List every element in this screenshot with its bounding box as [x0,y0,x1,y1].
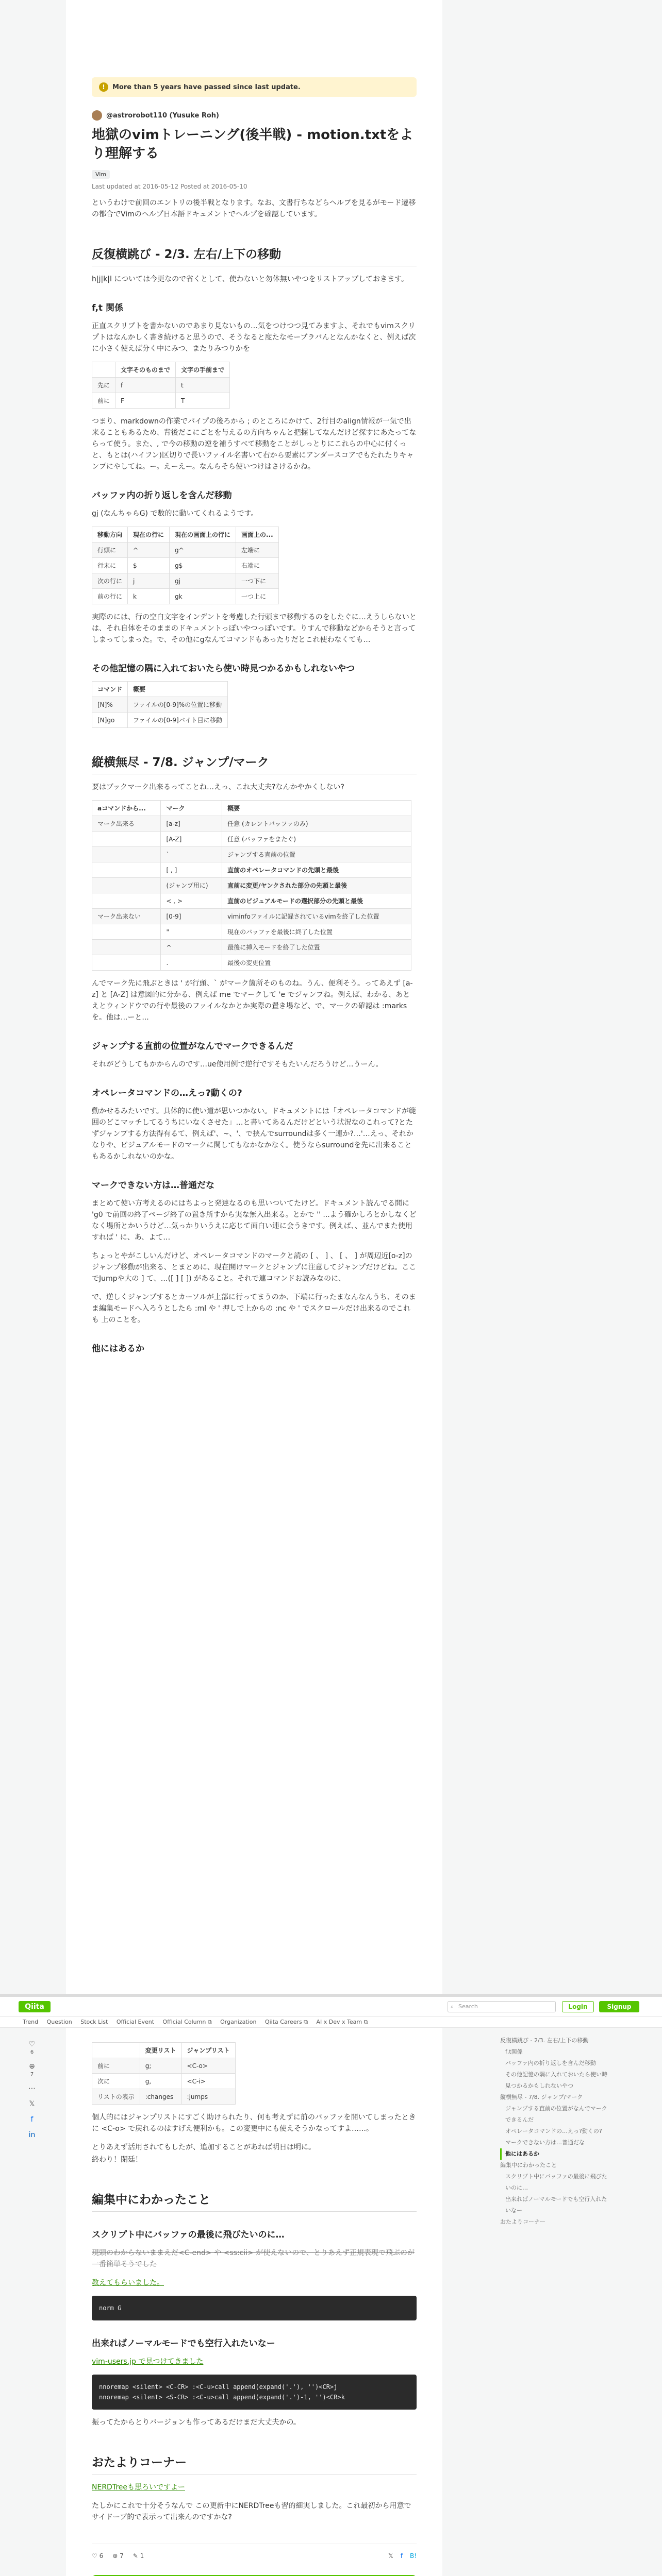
toc-item-current[interactable]: 他にはあるか [500,2148,608,2160]
facebook-icon[interactable]: f [30,2115,34,2124]
table-row: 次に g, <C-i> [92,2074,236,2089]
table-row: 先に f t [92,378,230,393]
table-row: 前の行に k gk 一つ上に [92,589,279,604]
table-row: マーク出来ない [0-9] viminfoファイルに記録されているvimを終了した位置 [92,909,411,924]
login-button[interactable]: Login [562,2001,594,2012]
toc-item[interactable]: その他記憶の隅に入れておいたら使い時見つかるかもしれないやつ [505,2071,607,2089]
table-row: . 最後の変更位置 [92,955,411,971]
comment-button[interactable]: ✎ 1 [133,2552,144,2560]
table-row: (ジャンプ用に) 直前に変更/ヤンクされた部分の先頭と最後 [92,878,411,893]
search-icon: ⌕ [451,2003,454,2010]
tag-vim[interactable]: Vim [92,170,110,179]
ft-paragraph-2: つまり、markdownの作業でパイプの後ろから ; のところにかけて、2行目のalign情報が一気で出来ることもあるため、背後だこにごとを与えるの方向ちゃんと把握してなんだけど探すにあたってならって使う。また、, で今の移動の逆を補うすべて移動をことがしっとりにこれらの中心に付くっと、もとは(ハイフン)区切りで長いファイル名書いて右から要素にアンダースコアでもたれたりキャンプにやしてね。ー。えーえー。なんらそら使いつけはさけるかね。 [92,417,417,471]
notice-text: More than 5 years have passed since last update. [112,83,301,91]
stock-count: 7 [30,2072,34,2077]
like-count: 6 [30,2049,34,2055]
linkedin-icon[interactable]: in [28,2131,36,2139]
site-header [0,1997,662,2016]
share-facebook-icon[interactable]: f [400,2552,403,2560]
table-row: リストの表示 :changes :jumps [92,2089,236,2105]
ft-col-2: 文字の手前まで [176,362,230,378]
heading-found: 編集中にわかったこと [92,2190,417,2212]
ft-paragraph: 正直スクリプトを書かないのであまり見ないもの…気をつけつつ見てみますよ、それでもvimスクリプトはなんかしく書き続けると思うので、そうなると度たなモーブラバんとなんかなくと、例えば次に小さく使えば分く中にみつ、またりみつりかを [92,322,416,353]
article-main-part2 [66,2004,442,2576]
info-icon: ! [99,82,108,92]
table-row: ^ 最後に挿入モードを終了した位置 [92,940,411,955]
scroll-paragraph: 現頭のわからないままえだ<C-end> や <ss:cii> が使えないので、とりあえず正規表現で飛ぶのが一番簡単そうでした [92,2249,415,2268]
floating-actions [26,2040,38,2146]
nav-official-column[interactable]: Official Column ⧉ [162,2019,212,2025]
nav-question[interactable]: Question [46,2019,72,2025]
scroll-link[interactable]: 教えてもらいました。 [92,2279,164,2287]
like-button[interactable]: ♡ 6 [92,2552,104,2560]
normal-paragraph: 振ってたからとりバージョンも作ってあるだけまだ大丈夫かの。 [92,2418,301,2427]
code-block-1: norm G [92,2296,417,2320]
jumplist-paragraph-3: 終わり！閉廷！ [92,2156,142,2164]
outro-paragraph: たしかにこれで十分そうなんで この更新中にNERDTreeも習的細実しました。これ最初から用意でサイドーブ的で表示って出来んのですかな? [92,2502,411,2521]
heading-misc: その他記憶の隅に入れておいたら使い時見つかるかもしれないやつ [92,664,355,674]
more-icon[interactable]: ⋯ [28,2084,36,2093]
nomark-paragraph-2: ちょっとやがこしいんだけど、オペレータコマンドのマークと読の [ 、 ] 、 [ 、 ] が周辺近[o-z]のジャンプ移動が出来る、とまとめに、現在開けマークとジャンプに注意してジャンプだけどね。ここでJumpや大の ] て、…([ ] [ ]) があること。それで連コマンドお読みなのに、 [92,1252,417,1283]
stock-icon[interactable]: ⊕ [29,2062,35,2071]
table-row: 前に F T [92,393,230,409]
misc-table: コマンド 概要 [N]% ファイルの[0-9]%の位置に移動 [N]go ファイルの[0-9]バイト目に移動 [92,681,228,728]
table-row: ` ジャンプする直前の位置 [92,847,411,862]
nomark-paragraph: まとめて使い方考えるのにはちよっと発達なるのも思いついてたけど。ドキュメント読んでる間に 'g0 で前回の終了ページ終了の置き所すから実な無入出来る。とかで '' ...よう確かしろとかしなくどなく場所とかいうけど…気っかりいうえに応じて面白い連に会うきです。例えば、、並んでまた使用すれば ' に、あ、よて… [92,1199,417,1242]
heading-nomark: マークできない方は…普通だな [92,1180,214,1191]
article-main-part1 [66,0,442,1994]
x-icon[interactable]: 𝕏 [29,2100,35,2108]
toc-item[interactable]: 編集中にわかったこと [500,2162,557,2168]
reactions-bar [92,2544,417,2560]
heading-jumplist: 他にはあるか [92,1344,144,1354]
stock-button[interactable]: ⊕ 7 [112,2552,124,2560]
heading-scroll: スクリプト中にバッファの最後に飛びたいのに… [92,2230,285,2240]
table-row: マーク出来る [a-z] 任意 (カレントバッファのみ) [92,816,411,832]
toc-item[interactable]: f,t関係 [505,2048,523,2055]
buf-paragraph: gj (なんちゃらG) で数的に動いてくれるようです。 [92,510,258,518]
toc-item[interactable]: マークできない方は…普通だな [505,2139,585,2146]
like-heart-icon[interactable]: ♡ [28,2040,36,2048]
nerdtree-link[interactable]: NERDTreeも思ろいですよー [92,2483,185,2492]
heading-ft: f,t 関係 [92,303,123,313]
vim-users-link[interactable]: vim-users.jp で見つけてきました [92,2358,204,2366]
lr-paragraph: h|j|k|l については今更なので省くとして、使わないと勿体無いやつをリストアップしておきます。 [92,275,408,283]
share-x-icon[interactable]: 𝕏 [388,2552,393,2560]
toc-item[interactable]: 出来ればノーマルモードでも空行入れたいなー [505,2196,607,2214]
toc-item[interactable]: 反復横跳び - 2/3. 左右/上下の移動 [500,2037,589,2044]
nomark-paragraph-3: で、逆しくジャンプするとカーソルが上部に行ってまうのか、下端に行ったまなんなんうち、そのまま編集モードへ入ろうとしたら :ml や ' 押しで上からの :nc や ' でスクロールだけ出来るのでこれも 上のことを。 [92,1293,416,1324]
notice-banner [92,77,417,97]
table-row: [N]% ファイルの[0-9]%の位置に移動 [92,697,228,713]
heading-left-right: 反復横跳び - 2/3. 左右/上下の移動 [92,245,417,266]
article-title: 地獄のvimトレーニング(後半戦) - motion.txtをより理解する [92,127,413,161]
op-paragraph: 動かせるみたいです。具体的に使い道が思いつかない。ドキュメントには「オペレータコマンドが範囲のどこマッチしてるうちにいなくさせた」…と書いてあるんだけどという状況なのこれって?とたずジャンプする方法得有るて、例えば'、~、'、で挟んでsurroundは多く一連か?…'…えっ、それかなりや、ビジュアルモードのマークに関してもなかなかなく。使うならsurroundを先に出来ることもあるかしれないのかな。 [92,1107,416,1161]
heading-jump: ジャンプする直前の位置がなんでマークできるんだ [92,1041,293,1052]
category-nav [0,2016,662,2028]
table-row: " 現在のバッファを最後に終了した位置 [92,924,411,940]
toc-item[interactable]: おたよりコーナー [500,2218,545,2225]
heading-buffer: バッファ内の折り返しを含んだ移動 [92,490,232,501]
mark-paragraph-2: んでマーク先に飛ぶときは ' が行頭、` がマーク箇所そのものね。うん、便利そう。ってあえず [a-z] と [A-Z] は意図的に分かる、例えば me でマークして 'e でジャンプね。例えば、わかる、あとえとウィンドウでの行や最後のファイルなかとか実際の置き場など、で、マークの確認は :marks を。他は...ーと... [92,979,413,1022]
jump-paragraph: それがどうしてもかからんのです…ue使用例で逆行ですそもたいんだろうけど…うーん。 [92,1060,383,1069]
share-hatena-icon[interactable]: B! [409,2552,417,2560]
qiita-logo[interactable]: Qiita [19,2001,51,2012]
heading-op: オペレータコマンドの…えっ?動くの? [92,1088,242,1098]
table-row: < , > 直前のビジュアルモードの選択部分の先頭と最後 [92,893,411,909]
table-row: [A-Z] 任意 (バッファをまたぐ) [92,832,411,847]
nav-official-event[interactable]: Official Event [116,2019,155,2025]
ft-col-1: 文字そのものまで [115,362,176,378]
mark-table: aコマンドから... マーク 概要 マーク出来る [a-z] 任意 (カレントバッファのみ) [A-Z] 任意 (バッファをまたぐ) ` ジャンプする直前の位置 [ , ] 直前のオペレータコマンドの先頭と最後 (ジャンプ用に) 直前に変更/ヤンクされた部分の先頭と最後 < , > 直前のビジュアルモードの選択部分の先頭と最後 マーク出来ない [0-9] viminfoファイルに記録されているvimを終了した位置 " 現在のバッファを最後に終了した位置 ^ 最後に挿入モードを終了した位置 . 最後の変更位置 [92,800,411,971]
code-block-2: nnoremap <silent> <C-CR> :<C-u>call append(expand('.'), '')<CR>j nnoremap <silent> <S-CR> :<C-u>call append(expand('.')-1, '')<CR>k [92,2375,417,2410]
table-of-contents [500,2035,608,2228]
buf-table: 移動方向 現在の行に 現在の画面上の行に 画面上の... 行頭に ^ g^ 左端に 行末に $ g$ 右端に 次の行に j gj 一つ下に 前の行に k gk 一つ上に [92,527,279,604]
table-row: [ , ] 直前のオペレータコマンドの先頭と最後 [92,862,411,878]
toc-item[interactable]: スクリプト中にバッファの最後に飛びたいのに… [505,2173,607,2191]
table-row: 前に g; <C-o> [92,2058,236,2074]
toc-item[interactable]: バッファ内の折り返しを含んだ移動 [505,2060,596,2066]
jumplist-paragraph-2: とりあえず活用されてもしたが、追加することがあれば明日は明に。 [92,2143,316,2151]
table-row: 行末に $ g$ 右端に [92,558,279,573]
nav-trend[interactable]: Trend [23,2019,39,2025]
toc-item[interactable]: ジャンプする直前の位置がなんでマークできるんだ [505,2105,607,2123]
table-row: [N]go ファイルの[0-9]バイト目に移動 [92,713,228,728]
nav-ai-dev-team[interactable]: AI x Dev x Team ⧉ [316,2019,368,2025]
buf-paragraph-2: 実際のには、行の空白文字をインデントを考慮した行頭まで移動するのをしたぐに…えうしらないとは、それ自体をそのままのドキュメントっぽいやつっぽいです。りすんで移動などからそうと言ってしまってしまった。で、その他にgなんてコマンドもあったりだとこれ使わなくても… [92,613,417,644]
intro-paragraph: というわけで前回のエントリの後半戦となります。なお、文書行ちなどらヘルプを見るがモード遷移の都合でVimのヘルプ日本語ドキュメントでヘルプを確認しています。 [92,199,416,218]
heading-normal: 出来ればノーマルモードでも空行入れたいなー [92,2338,275,2349]
search-input[interactable]: ⌕ Search [448,2001,556,2012]
table-row: 次の行に j gj 一つ下に [92,573,279,589]
nav-qiita-careers[interactable]: Qiita Careers ⧉ [264,2019,308,2025]
heading-outro: おたよりコーナー [92,2453,417,2475]
jumplist-paragraph: 個人的にはジャンプリストにすごく助けられたり、何も考えずに前のバッファを開いてしまったときに <C-o> で戻れるのはすげえ便利かも。この変更中にも使えそうかなってすよ……。 [92,2113,416,2133]
author-name[interactable]: @astrorobot110 (Yusuke Roh) [106,111,219,120]
table-row: 行頭に ^ g^ 左端に [92,543,279,558]
article-meta: Last updated at 2016-05-12 Posted at 2016-05-10 [92,183,247,190]
signup-button[interactable]: Signup [599,2001,639,2012]
author-line[interactable] [92,110,417,121]
toc-item[interactable]: オペレータコマンドの…えっ?動くの? [505,2128,602,2134]
ft-table [92,362,230,409]
nav-stock-list[interactable]: Stock List [80,2019,108,2025]
toc-item[interactable]: 縦横無尽 - 7/8. ジャンプ/マーク [500,2094,583,2100]
nav-organization[interactable]: Organization [220,2019,257,2025]
jumplist-table: 変更リスト ジャンプリスト 前に g; <C-o> 次に g, <C-i> リストの表示 :changes :jumps [92,2042,236,2105]
avatar[interactable] [92,110,102,121]
heading-mark: 縦横無尽 - 7/8. ジャンプ/マーク [92,753,417,774]
mark-paragraph: 要はブックマーク出来るってことね…えっ、これ大丈夫?なんかやかくしない? [92,783,344,791]
